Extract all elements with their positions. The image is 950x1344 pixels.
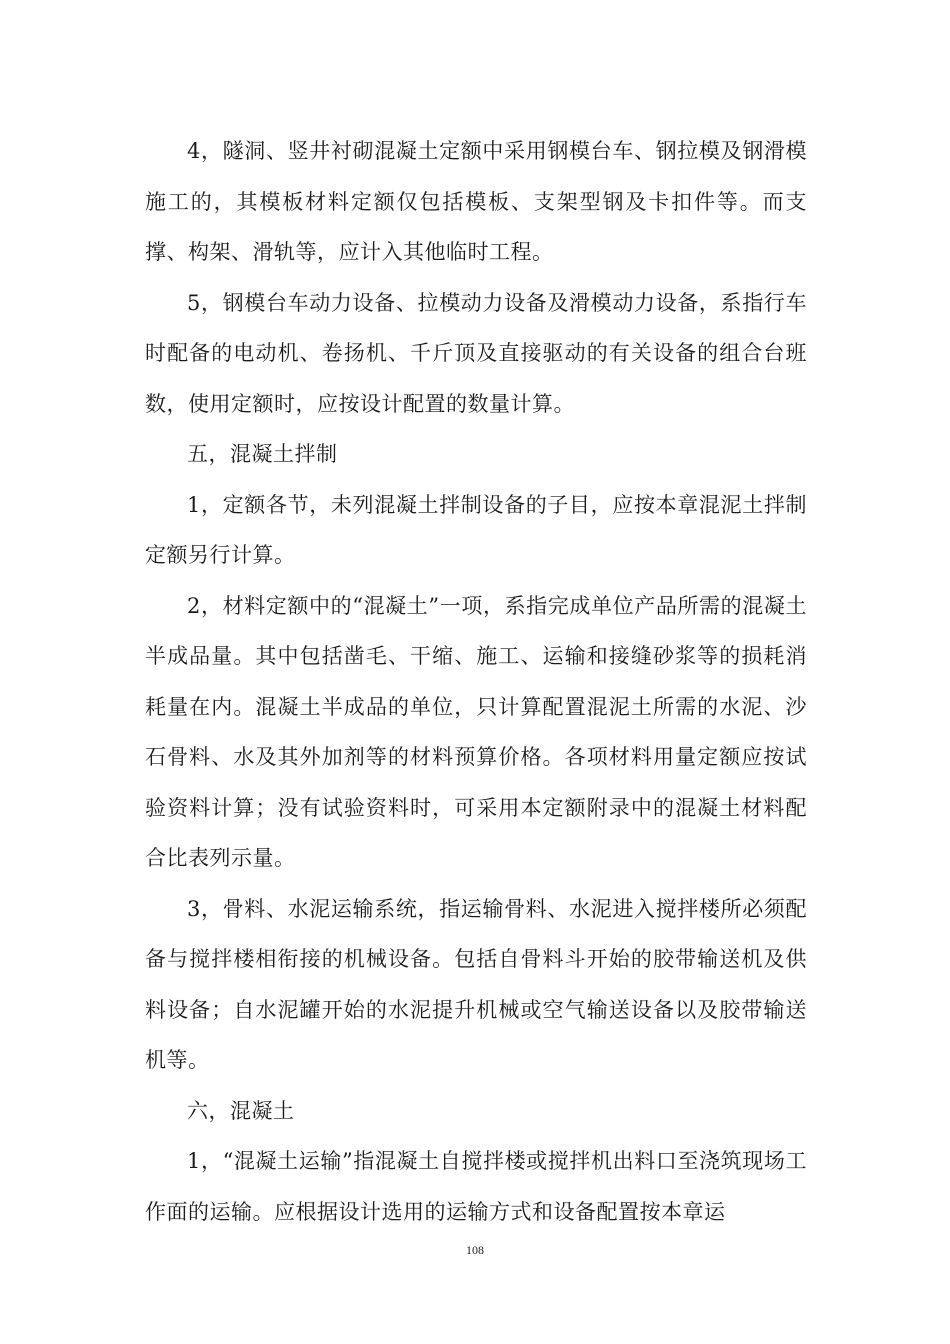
- paragraph-tunnel-formwork: 4，隧洞、竖井衬砌混凝土定额中采用钢模台车、钢拉模及钢滑模施工的，其模板材料定额仅包括模板、支架型钢及卡扣件等。而支撑、构架、滑轨等，应计入其他临时工程。: [145, 139, 807, 264]
- paragraph-transport-system: 3，骨料、水泥运输系统，指运输骨料、水泥进入搅拌楼所必须配备与搅拌楼相衔接的机械设备。包括自骨料斗开始的胶带输送机及供料设备；自水泥罐开始的水泥提升机械或空气输送设备以及胶带输送机等。: [145, 896, 807, 1072]
- paragraph-power-equipment: 5，钢模台车动力设备、拉模动力设备及滑模动力设备，系指行车时配备的电动机、卷扬机、千斤顶及直接驱动的有关设备的组合台班数，使用定额时，应按设计配置的数量计算。: [145, 290, 807, 416]
- document-body: [145, 126, 807, 1237]
- paragraph-mixing-equipment: 1，定额各节，未列混凝土拌制设备的子目，应按本章混泥土拌制定额另行计算。: [145, 492, 807, 567]
- section-heading-concrete: 六，混凝土: [187, 1098, 295, 1123]
- paragraph-concrete-transport: 1，“混凝土运输”指混凝土自搅拌楼或搅拌机出料口至浇筑现场工作面的运输。应根据设计选用的运输方式和设备配置按本章运: [145, 1149, 807, 1224]
- paragraph-material-quota: 2，材料定额中的“混凝土”一项，系指完成单位产品所需的混凝土半成品量。其中包括凿毛、干缩、施工、运输和接缝砂浆等的损耗消耗量在内。混凝土半成品的单位，只计算配置混泥土所需的水泥、沙石骨料、水及其外加剂等的材料预算价格。各项材料用量定额应按试验资料计算；没有试验资料时，可采用本定额附录中的混凝土材料配合比表列示量。: [145, 593, 807, 870]
- section-heading-concrete-mixing: 五，混凝土拌制: [187, 442, 338, 466]
- page-number: 108: [466, 1243, 484, 1257]
